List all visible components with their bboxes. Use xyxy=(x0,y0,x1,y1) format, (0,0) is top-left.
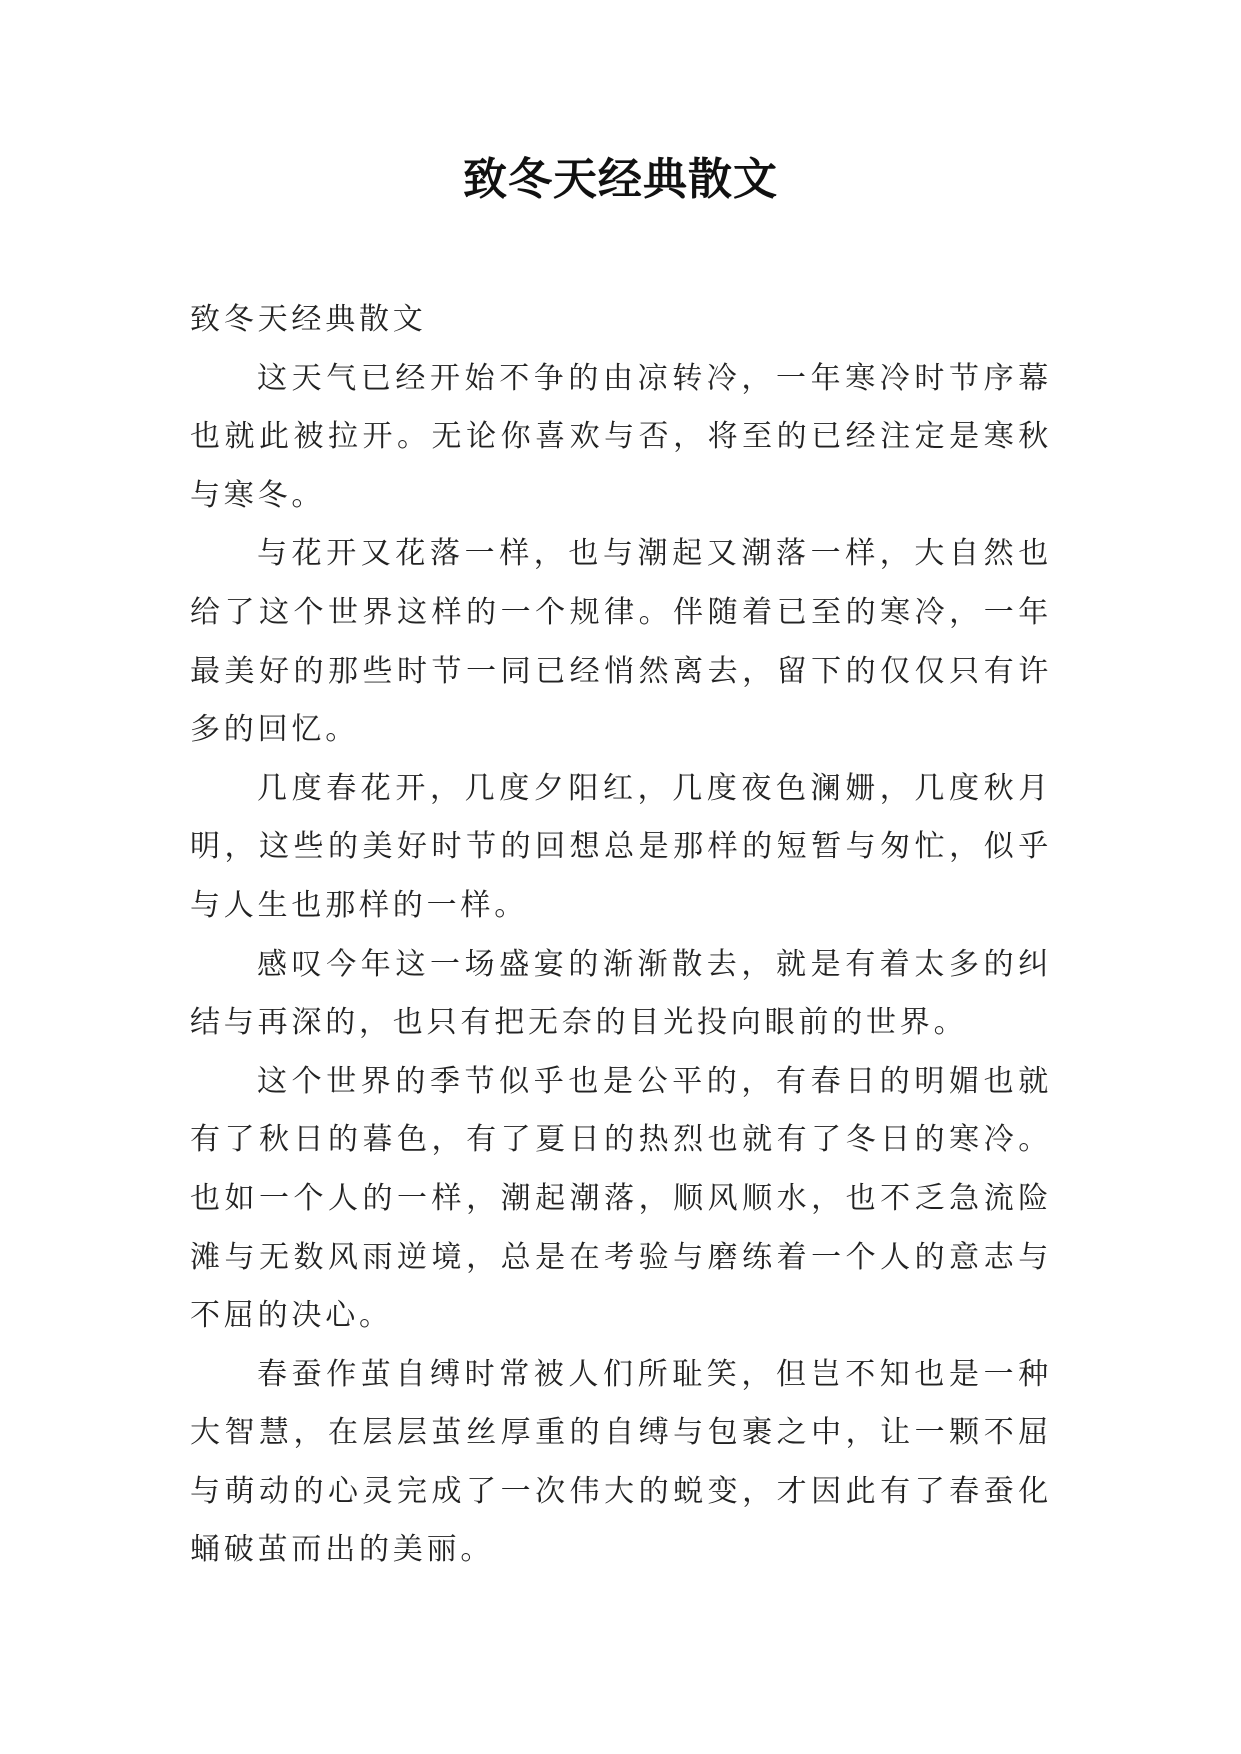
paragraph-6: 春蚕作茧自缚时常被人们所耻笑，但岂不知也是一种大智慧，在层层茧丝厚重的自缚与包裹之中，让一颗不屈与萌动的心灵完成了一次伟大的蜕变，才因此有了春蚕化蛹破茧而出的美丽。 xyxy=(190,1356,1052,1568)
document-body xyxy=(190,291,1052,1580)
document-subtitle: 致冬天经典散文 xyxy=(190,302,427,337)
document-title: 致冬天经典散文 xyxy=(463,154,778,205)
paragraph-3: 几度春花开，几度夕阳红，几度夜色澜姗，几度秋月明，这些的美好时节的回想总是那样的短暂与匆忙，似乎与人生也那样的一样。 xyxy=(190,770,1052,923)
paragraph-4: 感叹今年这一场盛宴的渐渐散去，就是有着太多的纠结与再深的，也只有把无奈的目光投向眼前的世界。 xyxy=(190,946,1052,1041)
paragraph-5: 这个世界的季节似乎也是公平的，有春日的明媚也就有了秋日的暮色，有了夏日的热烈也就有了冬日的寒冷。也如一个人的一样，潮起潮落，顺风顺水，也不乏急流险滩与无数风雨逆境，总是在考验与磨练着一个人的意志与不屈的决心。 xyxy=(190,1063,1052,1334)
paragraph-1: 这天气已经开始不争的由凉转冷，一年寒冷时节序幕也就此被拉开。无论你喜欢与否，将至的已经注定是寒秋与寒冬。 xyxy=(190,360,1052,513)
paragraph-2: 与花开又花落一样，也与潮起又潮落一样，大自然也给了这个世界这样的一个规律。伴随着已至的寒冷，一年最美好的那些时节一同已经悄然离去，留下的仅仅只有许多的回忆。 xyxy=(190,536,1052,748)
